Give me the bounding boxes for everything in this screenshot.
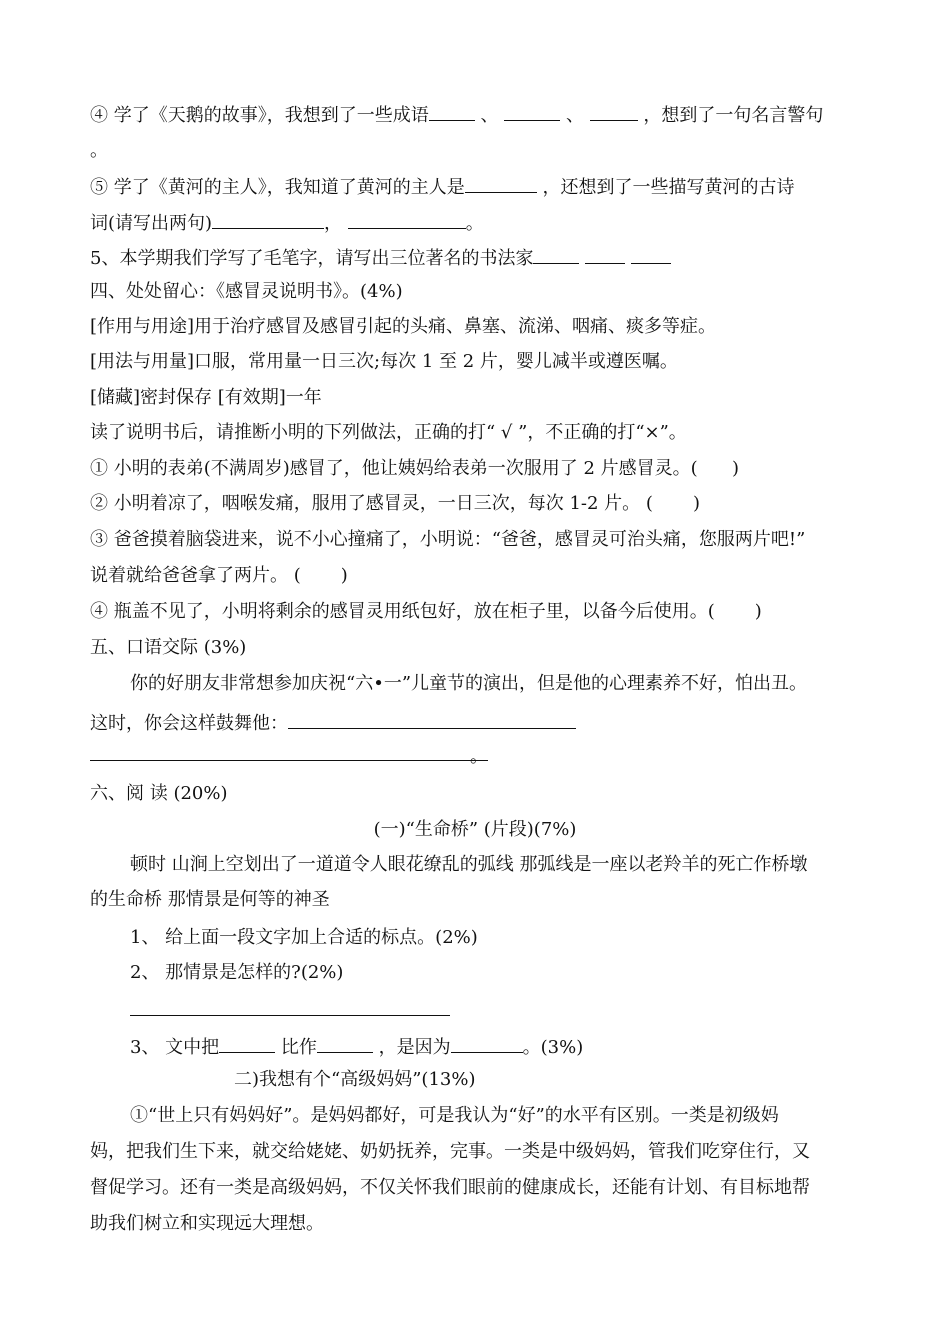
section-6-title: 六、阅 读 (20%) [90,783,228,804]
calligrapher-blank-3[interactable] [631,243,671,264]
reading-q2: 2、 那情景是怎样的?(2%) [130,962,344,983]
reading-q2-answer-line[interactable] [130,1015,450,1016]
q4-4-end: 。 [90,140,108,161]
passage-1-line-2: 的生命桥 那情景是何等的神圣 [90,889,330,910]
judge-item-4[interactable]: ④ 瓶盖不见了，小明将剩余的感冒灵用纸包好，放在柜子里，以备今后使用。( ) [90,601,762,622]
encourage-blank-1[interactable] [288,708,576,729]
compare-blank-2[interactable] [317,1032,373,1053]
q4-5-line-2: 词(请写出两句) ， 。 [90,208,484,236]
judge-item-1[interactable]: ① 小明的表弟(不满周岁)感冒了，他让姨妈给表弟一次服用了 2 片感冒灵。( ) [90,458,740,479]
judge-item-2[interactable]: ② 小明着凉了，咽喉发痛，服用了感冒灵，一日三次，每次 1-2 片。 ( ) [90,493,700,514]
reading-1-title: (一)“生命桥” (片段)(7%) [373,819,577,840]
poem-blank-1[interactable] [212,208,324,229]
reason-blank[interactable] [451,1032,523,1053]
reading-q3: 3、 文中把 比作 ，是因为 。(3%) [130,1032,583,1060]
section-4-title: 四、处处留心：《感冒灵说明书》。(4%) [90,281,403,302]
calligrapher-blank-2[interactable] [585,243,625,264]
compare-blank-1[interactable] [219,1032,275,1053]
oral-end-period: 。 [470,746,488,767]
reading-2-title: 二)我想有个“高级妈妈”(13%) [234,1069,476,1090]
passage-2-line-2: 妈，把我们生下来，就交给姥姥、奶奶抚养，完事。一类是中级妈妈，管我们吃穿住行，又 [90,1141,810,1162]
oral-prompt-2: 这时，你会这样鼓舞他： [90,708,576,736]
oral-prompt: 你的好朋友非常想参加庆祝“六•一”儿童节的演出，但是他的心理素养不好，怕出丑。 [130,673,808,694]
storage-text: [储藏]密封保存 [有效期]一年 [90,387,322,408]
q4-4-line: ④ 学了《天鹅的故事》，我想到了一些成语 、 、 ，想到了一句名言警句 [90,100,823,128]
q4-5-line-1: ⑤ 学了《黄河的主人》，我知道了黄河的主人是 ，还想到了一些描写黄河的古诗 [90,172,794,200]
q5-line: 5、本学期我们学写了毛笔字，请写出三位著名的书法家 [90,243,671,271]
calligrapher-blank-1[interactable] [533,243,579,264]
idiom-blank-2[interactable] [504,100,560,121]
q4-4-text: ④ 学了《天鹅的故事》，我想到了一些成语 [90,105,429,126]
idiom-blank-3[interactable] [590,100,638,121]
reading-q1: 1、 给上面一段文字加上合适的标点。(2%) [130,927,478,948]
river-master-blank[interactable] [465,172,537,193]
dosage-text: [用法与用量]口服，常用量一日三次;每次 1 至 2 片，婴儿减半或遵医嘱。 [90,351,678,372]
idiom-blank-1[interactable] [429,100,475,121]
passage-2-line-1: ①“世上只有妈妈好”。是妈妈都好，可是我认为“好”的水平有区别。一类是初级妈 [130,1105,779,1126]
section-5-title: 五、口语交际 (3%) [90,637,247,658]
judge-item-3-cont: 说着就给爸爸拿了两片。 ( ) [90,565,348,586]
judge-item-3[interactable]: ③ 爸爸摸着脑袋进来，说不小心撞痛了，小明说：“爸爸，感冒灵可治头痛，您服两片吧!” [90,529,806,550]
usage-text: [作用与用途]用于治疗感冒及感冒引起的头痛、鼻塞、流涕、咽痛、痰多等症。 [90,316,717,337]
passage-2-line-4: 助我们树立和实现远大理想。 [90,1213,324,1234]
poem-blank-2[interactable] [348,208,466,229]
encourage-blank-2[interactable] [90,760,488,761]
judge-instruction: 读了说明书后，请推断小明的下列做法，正确的打“ √ ”，不正确的打“×”。 [90,422,687,443]
passage-2-line-3: 督促学习。还有一类是高级妈妈，不仅关怀我们眼前的健康成长，还能有计划、有目标地帮 [90,1177,810,1198]
passage-1-line-1: 顿时 山涧上空划出了一道道令人眼花缭乱的弧线 那弧线是一座以老羚羊的死亡作桥墩 [130,854,808,875]
